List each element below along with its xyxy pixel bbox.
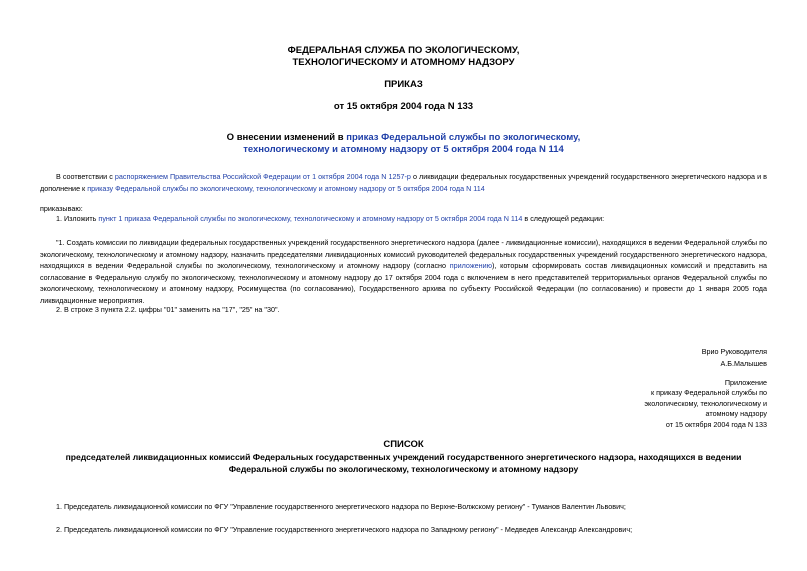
preamble-text-2: о ликвидации федеральных государственных учреждений государственного энергетического надзора и в дополнение к (40, 172, 767, 193)
appendix-line-3: экологическому, технологическому и (644, 398, 767, 408)
appendix-line-4: атомному надзору (705, 409, 767, 419)
quoted-paragraph (40, 237, 767, 306)
order-word: приказываю: (40, 204, 83, 213)
appendix-line-2: к приказу Федеральной службы по (651, 388, 767, 398)
signature-name: А.Б.Малышев (720, 358, 767, 368)
doc-type: ПРИКАЗ (384, 79, 423, 90)
list-item: 2. Председатель ликвидационной комиссии по ФГУ "Управление государственного энергетического надзора по Западному региону" - Медведев Александр Александрович; (56, 525, 633, 534)
quote-text-1: "1. Создать комиссии по ликвидации федеральных государственных учреждений государственного энергетического надзора (далее - ликвидационные комиссии), находящихся в ведении Федеральной службы по экологическому, технологическому и атомному надзору, назначить председателями ликвидационных комиссий руководителей федеральных государственных учреждений государственного энергетического надзора, находящихся в ведении Федеральной службы по экологическому, технологическому и атомному надзору (согласно (40, 238, 767, 270)
doc-date-number: от 15 октября 2004 года N 133 (333, 101, 474, 112)
quote-text-2: ), которым сформировать состав ликвидационных комиссий и представить на согласование в Федеральную службу по экологическому, технологическому и атомному надзору до 17 октября 2004 года с включением в него представителей территориальных органов Федеральной службы по экологическому, технологическому и атомному надзору, Росимущества (по согласованию), Государственного архива по субъекту Российской Федерации (по согласованию) и провести до 1 января 2005 года ликвидационные мероприятия. (40, 261, 767, 305)
quote-link-appendix[interactable]: приложению (449, 261, 493, 270)
list-subtitle (0, 452, 807, 475)
doc-subject (0, 132, 807, 156)
item-2: 2. В строке 3 пункта 2.2. цифры "01" заменить на "17", "25" на "30". (56, 305, 280, 314)
subject-link-line-2[interactable]: технологическому и атомному надзору от 5 октября 2004 года N 114 (243, 144, 564, 155)
preamble-link-order[interactable]: приказу Федеральной службы по экологическому, технологическому и атомному надзору от 5 октября 2004 года N 114 (87, 183, 485, 193)
list-title: СПИСОК (383, 439, 424, 450)
signature-block (567, 346, 767, 369)
list-item: 1. Председатель ликвидационной комиссии по ФГУ "Управление государственного энергетического надзора по Верхне-Волжскому региону" - Туманов Валентин Львович; (56, 502, 626, 511)
list-subtitle-line-1: председателей ликвидационных комиссий Федеральных государственных учреждений государственного энергетического надзора, находящихся в ведении (65, 452, 742, 462)
preamble-text-1: В соответствии с (56, 172, 115, 181)
list-subtitle-line-2: Федеральной службы по экологическому, технологическому и атомному надзору (228, 463, 579, 474)
item-1 (56, 213, 767, 225)
agency-line-1: ФЕДЕРАЛЬНАЯ СЛУЖБА ПО ЭКОЛОГИЧЕСКОМУ, (287, 45, 520, 56)
item-1-text-1: 1. Изложить (56, 214, 99, 223)
item-1-link[interactable]: пункт 1 приказа Федеральной службы по экологическому, технологическому и атомному надзору от 5 октября 2004 года N 114 (98, 214, 523, 223)
preamble-link-decree[interactable]: распоряжением Правительства Российской Федерации от 1 октября 2004 года N 1257-р (114, 172, 411, 181)
signature-position: Врио Руководителя (701, 347, 767, 356)
appendix-line-1: Приложение (724, 378, 767, 387)
preamble-paragraph (40, 171, 767, 194)
subject-prefix: О внесении изменений в (226, 132, 347, 143)
subject-link-line-1[interactable]: приказ Федеральной службы по экологическому, (346, 132, 581, 143)
appendix-header (587, 378, 767, 430)
agency-line-2: ТЕХНОЛОГИЧЕСКОМУ И АТОМНОМУ НАДЗОРУ (292, 57, 515, 68)
appendix-line-5: от 15 октября 2004 года N 133 (665, 419, 767, 429)
agency-name (0, 45, 807, 69)
item-1-text-2: в следующей редакции: (522, 214, 605, 223)
